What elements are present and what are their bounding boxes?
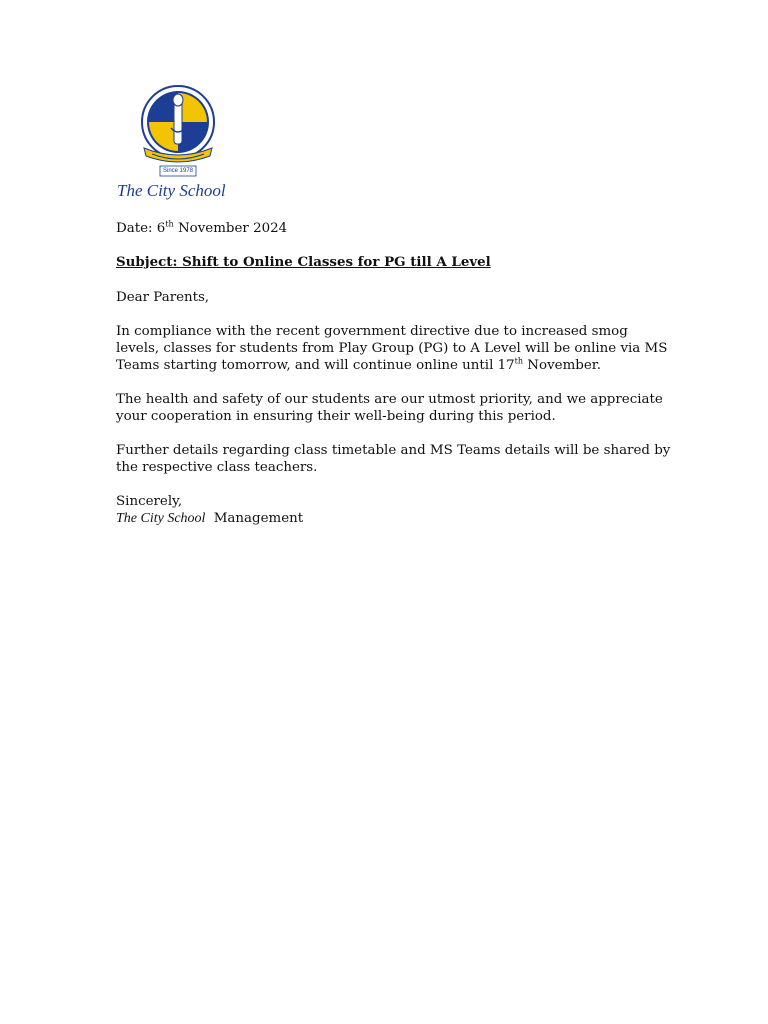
- letter-salutation: Dear Parents,: [116, 290, 210, 305]
- letter-closing: Sincerely,: [116, 494, 183, 509]
- date-superscript: th: [165, 219, 174, 229]
- school-name-script: The City School: [117, 181, 226, 200]
- p1-line3-part-a: Teams starting tomorrow, and will continue online until 17: [116, 358, 515, 373]
- paragraph-3-line-2: the respective class teachers.: [116, 460, 318, 475]
- letter-subject: Subject: Shift to Online Classes for PG till A Level: [116, 254, 491, 270]
- paragraph-3: [116, 442, 671, 476]
- paragraph-3-line-1: Further details regarding class timetable and MS Teams details will be shared by: [116, 443, 671, 458]
- date-rest: November 2024: [173, 221, 288, 236]
- letter-signature: [116, 510, 303, 527]
- paragraph-2-line-2: your cooperation in ensuring their well-being during this period.: [116, 409, 556, 424]
- paragraph-2: [116, 391, 663, 425]
- date-prefix: Date: 6: [116, 221, 166, 236]
- school-crest-logo: [138, 84, 218, 184]
- paragraph-1: [116, 323, 668, 374]
- letter-date: [116, 220, 287, 237]
- paragraph-1-line-2: levels, classes for students from Play Group (PG) to A Level will be online via MS: [116, 341, 668, 356]
- paragraph-1-line-1: In compliance with the recent government directive due to increased smog: [116, 324, 628, 339]
- p1-line3-superscript: th: [514, 356, 524, 366]
- paragraph-2-line-1: The health and safety of our students are our utmost priority, and we appreciate: [116, 392, 663, 407]
- signature-script: The City School: [116, 511, 206, 526]
- signature-rest: Management: [209, 511, 304, 526]
- p1-line3-part-b: November.: [523, 358, 601, 373]
- crest-since-text: Since 1978: [162, 168, 194, 174]
- paragraph-1-line-3: [116, 357, 656, 374]
